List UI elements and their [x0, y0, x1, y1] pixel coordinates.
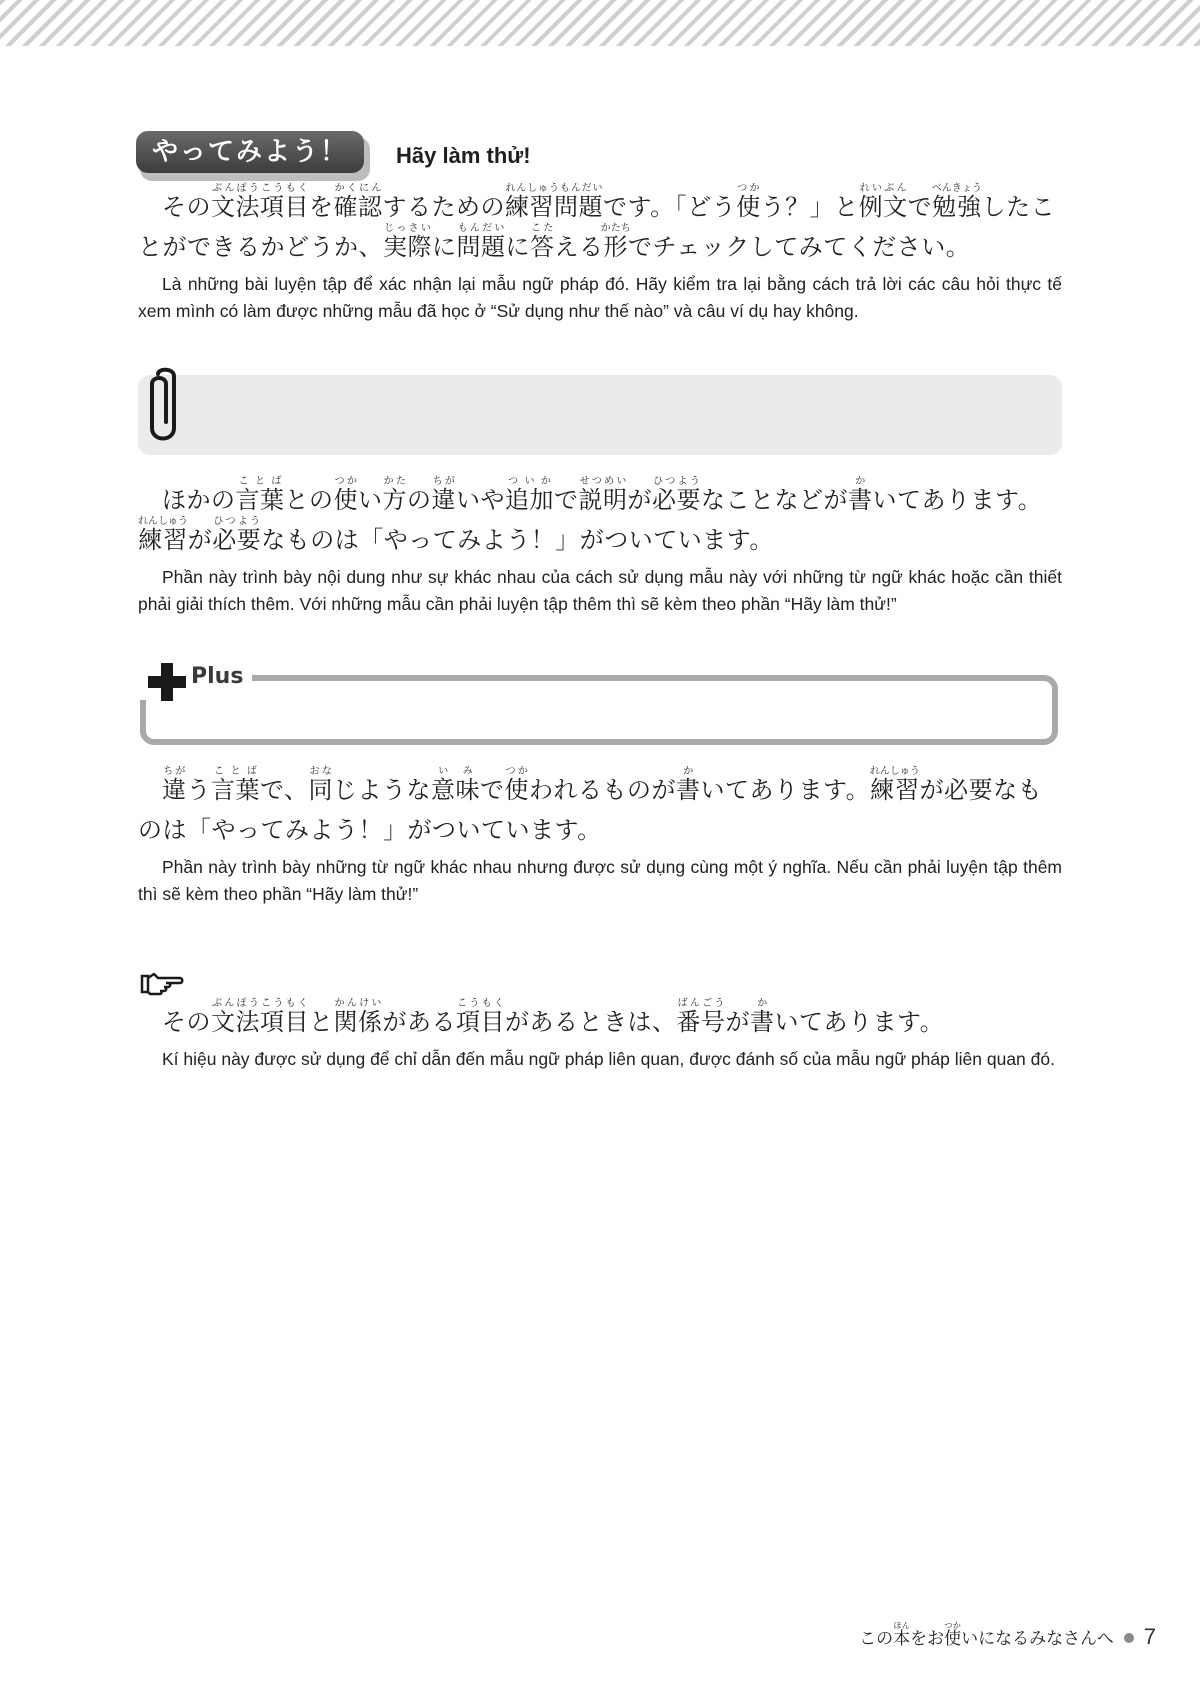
furigana: れんしゅう — [869, 766, 920, 777]
ruby-word: 文法項目ぶんぽうこうもく — [211, 183, 309, 221]
ruby-word: 練習れんしゅう — [138, 516, 188, 554]
plus-vi-text: Phần này trình bày những từ ngữ khác nhau nhưng được sử dụng cùng một ý nghĩa. Nếu cần phải luyện tập thêm thì sẽ kèm theo phần “Hãy làm thử!” — [138, 857, 1062, 904]
try-vi-text: Là những bài luyện tập để xác nhận lại mẫu ngữ pháp đó. Hãy kiểm tra lại bằng cách trả lời các câu hỏi thực tế xem mình có làm được những mẫu đã học ở “Sử dụng như thế nào” và câu ví dụ hay không. — [138, 274, 1062, 321]
furigana: ついか — [505, 476, 554, 487]
footer-title: この本ほんをお使つかいになるみなさんへ — [859, 1621, 1114, 1649]
furigana: れんしゅうもんだい — [505, 183, 603, 194]
furigana: ちが — [431, 476, 456, 487]
ruby-word: 答こた — [530, 223, 555, 261]
note-header-band — [138, 375, 1062, 455]
plus-cross-icon — [148, 663, 186, 701]
ruby-word: 意味いみ — [431, 766, 481, 804]
ruby-word: 方かた — [382, 476, 407, 514]
furigana: ぶんぽうこうもく — [211, 183, 309, 194]
ruby-word: 使つか — [944, 1621, 962, 1649]
note-vi-text: Phần này trình bày nội dung như sự khác nhau của cách sử dụng mẫu này với những từ ngữ khác hoặc cần thiết phải giải thích thêm. Với những mẫu cần phải luyện tập thêm thì sẽ kèm theo phần “Hãy làm thử!” — [138, 567, 1062, 614]
ruby-word: 追加ついか — [505, 476, 554, 514]
ruby-word: 書か — [848, 476, 873, 514]
try-header-label: やってみよう！ — [136, 131, 364, 173]
furigana: じっさい — [383, 223, 432, 234]
ruby-word: 問題もんだい — [456, 223, 506, 261]
ruby-word: 使つか — [736, 183, 761, 221]
furigana: かんけい — [333, 998, 383, 1009]
page-footer — [859, 1621, 1156, 1649]
ruby-word: 勉強べんきょう — [931, 183, 982, 221]
ruby-word: 書か — [676, 766, 701, 804]
furigana: つか — [504, 766, 530, 777]
furigana: つか — [944, 1621, 962, 1630]
ruby-word: 必要ひつよう — [652, 476, 701, 514]
ruby-word: 本ほん — [893, 1621, 911, 1649]
ref-vi-text: Kí hiệu này được sử dụng để chỉ dẫn đến mẫu ngữ pháp liên quan, được đánh số của mẫu ngữ pháp liên quan đó. — [162, 1049, 1055, 1069]
paperclip-icon — [146, 366, 186, 446]
plus-jp-text: 違ちがう言葉ことばで、同おなじような意味いみで使つかわれるものが書かいてあります。練習れんしゅうが必要なものは「やってみよう！」がついています。 — [138, 766, 1043, 844]
ruby-word: 番号ばんごう — [676, 998, 726, 1036]
furigana: か — [676, 766, 701, 777]
ruby-word: 練習問題れんしゅうもんだい — [505, 183, 603, 221]
furigana: ことば — [235, 476, 285, 487]
ref-section — [138, 998, 1062, 1073]
furigana: か — [848, 476, 873, 487]
furigana: もんだい — [456, 223, 506, 234]
ruby-word: 説明せつめい — [578, 476, 628, 514]
furigana: ひつよう — [212, 516, 262, 527]
furigana: せつめい — [578, 476, 628, 487]
plus-section — [138, 766, 1062, 908]
ruby-word: 例文れいぶん — [858, 183, 908, 221]
page-number: 7 — [1143, 1624, 1156, 1649]
furigana: ぶんぽうこうもく — [211, 998, 309, 1009]
ruby-word: 実際じっさい — [383, 223, 432, 261]
furigana: ちが — [162, 766, 187, 777]
furigana: ばんごう — [676, 998, 726, 1009]
ruby-word: 確認かくにん — [333, 183, 383, 221]
furigana: かたち — [600, 223, 631, 234]
ruby-word: 形かたち — [600, 223, 631, 261]
furigana: べんきょう — [931, 183, 982, 194]
plus-header-box — [140, 675, 1058, 745]
try-section — [138, 183, 1062, 325]
furigana: こた — [530, 223, 555, 234]
ruby-word: 言葉ことば — [211, 766, 260, 804]
footer-bullet-icon — [1124, 1633, 1134, 1643]
try-header-caption: Hãy làm thử! — [396, 143, 531, 168]
ruby-word: 違ちが — [431, 476, 456, 514]
furigana: おな — [308, 766, 334, 777]
ruby-word: 言葉ことば — [235, 476, 285, 514]
ref-jp-text: その文法項目ぶんぽうこうもくと関係かんけいがある項目こうもくがあるときは、番号ばんごうが書かいてあります。 — [162, 998, 945, 1036]
furigana: つか — [333, 476, 358, 487]
ruby-word: 項目こうもく — [456, 998, 505, 1036]
furigana: ことば — [211, 766, 260, 777]
try-jp-text: その文法項目ぶんぽうこうもくを確認かくにんするための練習問題れんしゅうもんだいです。「どう使つかう？」と例文れいぶんで勉強べんきょうしたことができるかどうか、実際じっさいに問題もんだいに答こたえる形かたちでチェックしてみてください。 — [138, 183, 1056, 261]
ruby-word: 書か — [750, 998, 775, 1036]
ruby-word: 使つか — [504, 766, 530, 804]
furigana: かた — [382, 476, 407, 487]
top-stripe-band — [0, 0, 1200, 46]
try-header-badge — [136, 131, 372, 179]
furigana: か — [750, 998, 775, 1009]
ruby-word: 文法項目ぶんぽうこうもく — [211, 998, 309, 1036]
ruby-word: 使つか — [333, 476, 358, 514]
furigana: れんしゅう — [138, 516, 188, 527]
pointing-hand-icon — [140, 970, 184, 996]
note-jp-text: ほかの言葉ことばとの使つかい方かたの違ちがいや追加ついかで説明せつめいが必要ひつようなことなどが書かいてあります。練習れんしゅうが必要ひつようなものは「やってみよう！」がついています。 — [138, 476, 1043, 554]
furigana: いみ — [431, 766, 481, 777]
ruby-word: 必要ひつよう — [212, 516, 262, 554]
furigana: かくにん — [333, 183, 383, 194]
plus-label: Plus — [191, 664, 244, 689]
furigana: れいぶん — [858, 183, 908, 194]
note-section — [138, 476, 1062, 618]
furigana: ほん — [893, 1621, 911, 1630]
furigana: こうもく — [456, 998, 505, 1009]
ruby-word: 関係かんけい — [333, 998, 383, 1036]
furigana: ひつよう — [652, 476, 701, 487]
ruby-word: 練習れんしゅう — [869, 766, 920, 804]
ruby-word: 違ちが — [162, 766, 187, 804]
furigana: つか — [736, 183, 761, 194]
ruby-word: 同おな — [308, 766, 334, 804]
